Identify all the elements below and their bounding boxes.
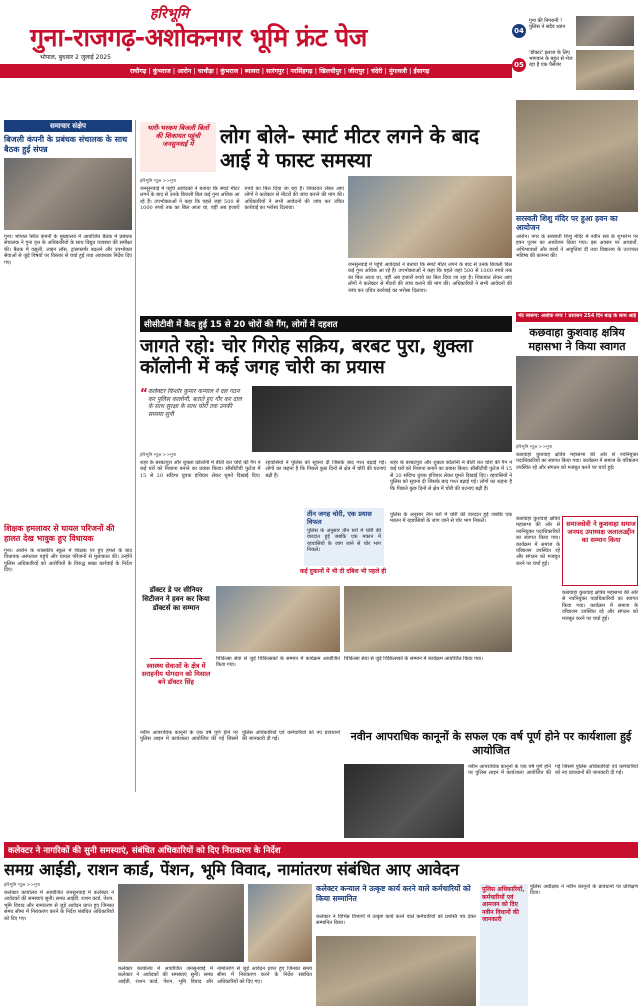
collector-headline: समग्र आईडी, राशन कार्ड, पेंशन, भूमि विवाद, नामांतरण संबंधित आए आवेदन bbox=[4, 860, 460, 879]
right-story-photo bbox=[516, 100, 638, 212]
laws-photo bbox=[344, 764, 464, 838]
teaser-number: 05 bbox=[512, 58, 526, 72]
sidebar-label: समाचार संक्षेप bbox=[4, 120, 132, 132]
crime-sub-title: तीन जगह चोरी, एक प्रयास विफल bbox=[307, 510, 372, 526]
crime-strap-bar bbox=[140, 316, 512, 332]
laws-text-left: नवीन आपराधिक कानूनों के एक वर्ष पूर्ण होने पर पुलिस लाइन में कार्यशाला आयोजित की गई जिसमें पुलिस अधिकारियों एवं कर्मचारियों को नए प्रावधानों की जानकारी दी गई। bbox=[140, 730, 340, 743]
right-story-headline: सरस्वती शिशु मंदिर पर हुआ हवन का आयोजन bbox=[516, 214, 618, 232]
collector-right-title: पुलिस अधिकारियों, कर्मचारियों एवं आमजन को दिए नवीन विधानों की जानकारी bbox=[482, 886, 525, 923]
sidebar-photo bbox=[4, 158, 132, 230]
teaser-photo bbox=[576, 16, 634, 46]
doctor-title: डॉक्टर डे पर सीनियर सिटीजन ने हवन कर किया डॉक्टर्स का सम्मान bbox=[142, 586, 210, 612]
district-list: राघौगढ़ | कुंभराज | आरोन | चाचौड़ा | कुंभराज | ब्यावरा | सारंगपुर | नरसिंहगढ़ | खिलचीपुर | जीरापुर | चंदेरी | मुंगावली | ईसागढ़ bbox=[130, 68, 430, 75]
kushwaha-text: कछवाहा कुशवाह क्षत्रिय महासभा की ओर से नवनियुक्त पदाधिकारियों का स्वागत किया गया। कार्यक्रम में समाज के वरिष्ठजन उपस्थित रहे और संगठन को मजबूत करने पर चर्चा हुई। bbox=[516, 452, 638, 471]
collector-text: कलेक्टर कार्यालय में आयोजित जनसुनवाई में कलेक्टर ने आवेदकों की समस्याएं सुनीं। समग्र आईडी, राशन कार्ड, पेंशन, भूमि विवाद और नामांतरण से जुड़े आवेदन प्राप्त हुए जिनका समय सीमा में निराकरण करने के निर्देश संबंधित अधिकारियों को दिए गए। bbox=[4, 890, 114, 922]
lead-kicker-box bbox=[140, 122, 216, 172]
collector-text-2: कलेक्टर कार्यालय में आयोजित जनसुनवाई में कलेक्टर ने आवेदकों की समस्याएं सुनीं। समग्र आईडी, राशन कार्ड, पेंशन, भूमि विवाद और नामांतरण से जुड़े आवेदन प्राप्त हुए जिनका समय सीमा में निराकरण करने के निर्देश संबंधित अधिकारियों को दिए गए। bbox=[118, 966, 312, 985]
dateline: भोपाल, बुधवार 2 जुलाई 2025 bbox=[40, 54, 111, 61]
collector-strap: कलेक्टर ने नागरिकों की सुनी समस्याएं, संबंधित अधिकारियों को दिए निराकरण के निर्देश bbox=[8, 846, 281, 856]
page-title: गुना-राजगढ़-अशोकनगर भूमि फ्रंट पेज bbox=[30, 23, 367, 52]
kushwaha-boxed-text: समाजसेवी ने कुशवाहा समाज जनपद उपाध्यक्ष जलालउद्दीन का सम्मान किया bbox=[566, 520, 636, 544]
laws-text: नवीन आपराधिक कानूनों के एक वर्ष पूर्ण होने पर पुलिस लाइन में कार्यशाला आयोजित की गई जिसमें पुलिस अधिकारियों एवं कर्मचारियों को नए प्रावधानों की जानकारी दी गई। bbox=[468, 764, 638, 777]
teaser-text: गुना की निगरानी ! पुलिस ने सदैव ध्यान bbox=[529, 18, 566, 30]
doctor-title-2: स्वास्थ्य सेवाओं के क्षेत्र में सराहनीय योगदान को मिसाल बने डॉक्टर सिंह bbox=[141, 662, 211, 686]
teaser-photo bbox=[576, 50, 634, 90]
kushwaha-headline: कछवाहा कुशवाह क्षत्रिय महासभा ने किया स्वागत bbox=[528, 326, 626, 353]
doctor-photo bbox=[216, 586, 340, 652]
collector-strap-bar bbox=[4, 842, 638, 858]
teaser-text: 'डॉक्टर' इलाज के लिए भागवान के बहुत से भेज रहा है एक पैसेंजर bbox=[529, 50, 573, 68]
laws-headline: नवीन आपराधिक कानूनों के सफल एक वर्ष पूर्ण होने पर कार्यशाला हुई आयोजित bbox=[350, 730, 632, 757]
collector-mid-photo bbox=[316, 936, 476, 1006]
collector-right-box bbox=[480, 884, 528, 1006]
brand-logo: हरिभूमि bbox=[150, 6, 189, 22]
crime-text-col3b: पुलिस के अनुसार तीन घरों में चोरी की वारदात हुई जबकि एक मकान में रहवासियों के जाग जाने से चोर भाग निकले। bbox=[390, 512, 512, 525]
teaser-number: 04 bbox=[512, 24, 526, 38]
collector-mid-title: कलेक्टर कन्याल ने उत्कृष्ट कार्य करने वाले कर्मचारियों को किया सम्मानित bbox=[316, 884, 471, 903]
crime-sub-text: पुलिस के अनुसार तीन घरों में चोरी की वारदात हुई जबकि एक मकान में रहवासियों के जाग जाने से चोर भाग निकले। bbox=[307, 528, 381, 554]
lead-photo bbox=[348, 176, 512, 258]
crime-photo bbox=[252, 386, 512, 452]
sidebar-story1-title: बिजली कंपनी के प्रबंधक संचालक के साथ बैठक हुई संपन्न bbox=[4, 135, 128, 154]
crime-quote-box bbox=[140, 386, 248, 448]
crime-subhead-2: कई दुकानों में भी दी दबिश भी पहले ही bbox=[300, 568, 387, 575]
doctor-text: चिकित्सा सेवा से जुड़े चिकित्सकों के सम्मान में कार्यक्रम आयोजित किया गया। bbox=[216, 656, 340, 669]
sidebar-story2-title: शिक्षक हमलावर से घायल परिजनों की हालत देख भावुक हुए विधायक bbox=[4, 524, 115, 543]
kushwaha-boxed bbox=[562, 516, 638, 586]
lead-byline: हरिभूमि न्यूज़ >>गुना bbox=[140, 179, 177, 184]
sidebar-story1-text: गुना। भोपाल स्थित कंपनी के मुख्यालय में आयोजित बैठक में प्रबंधक संचालक ने गुना वृत्त के अधिकारियों के साथ विद्युत व्यवस्था की समीक्षा की। बैठक में वसूली, लाइन लॉस, ट्रांसफार्मर बदलने और उपभोक्ता सेवाओं से जुड़े विषयों पर विस्तार से चर्चा हुई तथा आवश्यक निर्देश दिए गए। bbox=[4, 234, 132, 266]
crime-text: शहर के बरबटपुरा और शुक्ला कॉलोनी में बीती रात चोरों की गैंग ने कई घरों को निशाना बनाने का प्रयास किया। सीसीटीवी फुटेज में 15 से 20 संदिग्ध युवक हथियार लेकर घूमते दिखाई दिए। रहवासियों ने पुलिस को सूचना दी जिसके बाद गश्त बढ़ाई गई। लोगों का कहना है कि पिछले कुछ दिनों से क्षेत्र में चोरी की घटनाएं बढ़ी हैं। bbox=[140, 460, 386, 479]
kushwaha-text-2: कछवाहा कुशवाह क्षत्रिय महासभा की ओर से नवनियुक्त पदाधिकारियों का स्वागत किया गया। कार्यक्रम में समाज के वरिष्ठजन उपस्थित रहे और संगठन को मजबूत करने पर चर्चा हुई। bbox=[516, 516, 560, 567]
teaser-1 bbox=[512, 16, 636, 46]
teaser-2 bbox=[512, 48, 636, 94]
sidebar-story2-text: गुना। आरोन के शासकीय स्कूल में शिक्षक पर हुए हमले के बाद विधायक अस्पताल पहुंचे और घायल परिजनों से मुलाकात की। उन्होंने पुलिस अधिकारियों को आरोपियों के विरुद्ध सख्त कार्रवाई के निर्देश दिए। bbox=[4, 548, 132, 574]
crime-text-col3: शहर के बरबटपुरा और शुक्ला कॉलोनी में बीती रात चोरों की गैंग ने कई घरों को निशाना बनाने का प्रयास किया। सीसीटीवी फुटेज में 15 से 20 संदिग्ध युवक हथियार लेकर घूमते दिखाई दिए। रहवासियों ने पुलिस को सूचना दी जिसके बाद गश्त बढ़ाई गई। लोगों का कहना है कि पिछले कुछ दिनों से क्षेत्र में चोरी की घटनाएं बढ़ी हैं। bbox=[390, 460, 512, 492]
collector-photo bbox=[118, 884, 244, 962]
lead-text: जनसुनवाई में पहुंचे आवेदकों ने बताया कि स्मार्ट मीटर लगने के बाद से उनके बिजली बिल कई गुना अधिक आ रहे हैं। उपभोक्ताओं ने कहा कि पहले जहां 500 से 1000 रुपये तक का बिल आता था, वहीं अब हजारों रुपये का बिल दिया जा रहा है। शिकायत लेकर आए लोगों ने कलेक्टर से मीटरों की जांच कराने की मांग की। अधिकारियों ने सभी आवेदनों की जांच कर उचित कार्रवाई का भरोसा दिलाया। bbox=[140, 186, 344, 212]
collector-right-text: पुलिस अधीक्षक ने नवीन कानूनों के प्रावधानों पर प्रशिक्षण दिया। bbox=[530, 884, 638, 897]
crime-headline: जागते रहो: चोर गिरोह सक्रिय, बरबट पुरा, शुक्ला कॉलोनी में कई जगह चोरी का प्रयास bbox=[140, 336, 473, 378]
crime-sub-box bbox=[304, 508, 384, 566]
kushwaha-photo bbox=[516, 356, 638, 440]
doctor-photo-2 bbox=[344, 586, 512, 652]
kushwaha-text-3: कछवाहा कुशवाह क्षत्रिय महासभा की ओर से नवनियुक्त पदाधिकारियों का स्वागत किया गया। कार्यक्रम में समाज के वरिष्ठजन उपस्थित रहे और संगठन को मजबूत करने पर चर्चा हुई। bbox=[562, 590, 638, 622]
column-divider bbox=[135, 120, 136, 792]
kushwaha-byline: हरिभूमि न्यूज़ >>गुना bbox=[516, 445, 553, 450]
ticker-text: भेंट स्वरूप: अशोक नगर ! प्रशासन 254 दिन बाढ़ के साथ आई bbox=[518, 313, 636, 319]
crime-quote: कलेक्टर किशोर कुमार कन्याल ने दल गठन कर पुलिस कालोनी, बताते हुए गौर कर दाल के साथ सुरक्षा के साथ चोरों तक उनकी समस्या सुनी bbox=[148, 388, 242, 418]
ticker-bar bbox=[516, 312, 638, 322]
collector-photo-2 bbox=[248, 884, 312, 962]
lead-headline: लोग बोले- स्मार्ट मीटर लगने के बाद आई ये फास्ट समस्या bbox=[220, 124, 480, 172]
right-story-text: आरोन। नगर के सरस्वती शिशु मंदिर में नवीन सत्र के शुभारंभ पर हवन पूजन का आयोजन किया गया। इस अवसर पर आचार्यों, अभिभावकों और छात्रों ने आहुतियां दीं तथा विद्यालय के उज्ज्वल भविष्य की कामना की। bbox=[516, 234, 638, 260]
collector-byline: हरिभूमि न्यूज़ >>गुना bbox=[4, 883, 41, 888]
lead-text-right: जनसुनवाई में पहुंचे आवेदकों ने बताया कि स्मार्ट मीटर लगने के बाद से उनके बिजली बिल कई गुना अधिक आ रहे हैं। उपभोक्ताओं ने कहा कि पहले जहां 500 से 1000 रुपये तक का बिल आता था, वहीं अब हजारों रुपये का बिल दिया जा रहा है। शिकायत लेकर आए लोगों ने कलेक्टर से मीटरों की जांच कराने की मांग की। अधिकारियों ने सभी आवेदनों की जांच कर उचित कार्रवाई का भरोसा दिलाया। bbox=[348, 262, 512, 294]
divider bbox=[150, 658, 202, 659]
crime-strap: सीसीटीवी में कैद हुई 15 से 20 चोरों की गैंग, लोगों में दहशत bbox=[144, 320, 338, 330]
district-bar bbox=[0, 64, 512, 78]
crime-byline: हरिभूमि न्यूज़ >>गुना bbox=[140, 453, 177, 458]
lead-kicker: भारी-भरकम बिजली बिलों की शिकायत पहुंची जनसुनवाई में bbox=[147, 124, 209, 148]
sidebar bbox=[4, 120, 132, 792]
quote-icon: “ bbox=[140, 386, 148, 400]
collector-mid-text: कलेक्टर ने विभिन्न विभागों में उत्कृष्ट कार्य करने वाले कर्मचारियों को प्रशस्ति पत्र देकर सम्मानित किया। bbox=[316, 914, 476, 927]
doctor-text-2: चिकित्सा सेवा से जुड़े चिकित्सकों के सम्मान में कार्यक्रम आयोजित किया गया। bbox=[344, 656, 483, 662]
doctor-box bbox=[140, 586, 212, 726]
